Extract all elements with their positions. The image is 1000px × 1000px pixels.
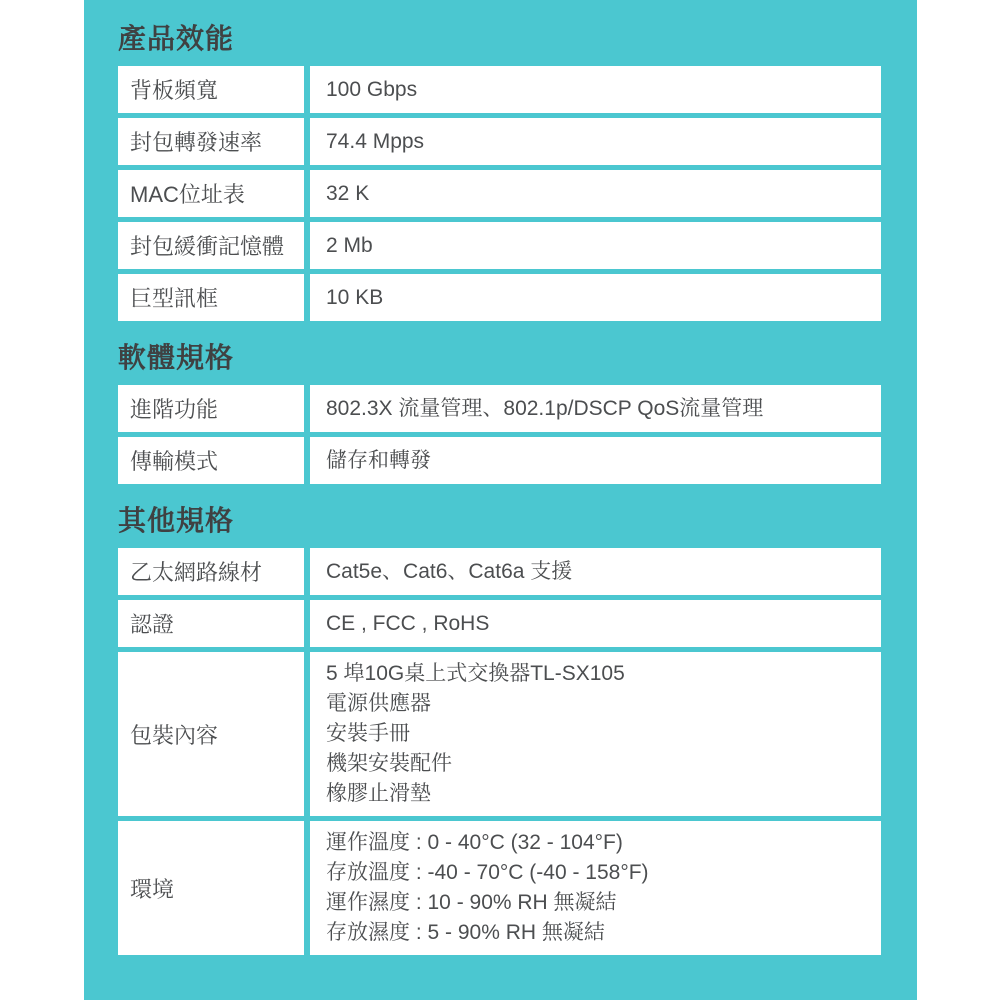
row-value <box>310 385 881 432</box>
value-line: 儲存和轉發 <box>326 448 431 472</box>
spec-table <box>118 548 881 955</box>
spec-section <box>118 341 881 484</box>
spec-table <box>118 66 881 321</box>
row-label: 環境 <box>118 821 304 955</box>
value-line: 5 埠10G桌上式交換器TL-SX105 <box>326 662 625 685</box>
value-line: 橡膠止滑墊 <box>326 782 431 805</box>
row-value <box>310 274 881 321</box>
row-label: 封包緩衝記憶體 <box>118 222 304 269</box>
table-row <box>118 66 881 113</box>
row-label: 背板頻寬 <box>118 66 304 113</box>
table-row <box>118 385 881 432</box>
table-row <box>118 118 881 165</box>
spec-sheet <box>118 22 881 955</box>
row-label: 進階功能 <box>118 385 304 432</box>
row-label: 封包轉發速率 <box>118 118 304 165</box>
table-row <box>118 652 881 816</box>
row-label: 巨型訊框 <box>118 274 304 321</box>
value-line: 機架安裝配件 <box>326 752 452 775</box>
row-label: 認證 <box>118 600 304 647</box>
table-row <box>118 222 881 269</box>
table-row <box>118 170 881 217</box>
value-line: 2 Mb <box>326 233 373 257</box>
section-title: 其他規格 <box>118 505 235 536</box>
row-value <box>310 118 881 165</box>
value-line: 運作濕度 : 10 - 90% RH 無凝結 <box>326 891 617 914</box>
row-value <box>310 548 881 595</box>
value-line: 存放溫度 : -40 - 70°C (-40 - 158°F) <box>326 861 649 884</box>
spec-section <box>118 504 881 955</box>
value-line: 802.3X 流量管理、802.1p/DSCP QoS流量管理 <box>326 396 764 420</box>
value-line: 32 K <box>326 181 370 205</box>
value-line: Cat5e、Cat6、Cat6a 支援 <box>326 559 573 583</box>
value-line: 100 Gbps <box>326 77 418 101</box>
row-value <box>310 821 881 955</box>
value-line: 存放濕度 : 5 - 90% RH 無凝結 <box>326 921 605 944</box>
value-line: 運作溫度 : 0 - 40°C (32 - 104°F) <box>326 831 623 854</box>
row-value <box>310 170 881 217</box>
table-row <box>118 274 881 321</box>
value-line: CE , FCC , RoHS <box>326 611 490 635</box>
section-title: 產品效能 <box>118 23 235 54</box>
row-label: 乙太網路線材 <box>118 548 304 595</box>
row-label: 傳輸模式 <box>118 437 304 484</box>
value-line: 電源供應器 <box>326 692 431 715</box>
table-row <box>118 600 881 647</box>
value-line: 74.4 Mpps <box>326 129 425 153</box>
row-label: 包裝內容 <box>118 652 304 816</box>
section-title: 軟體規格 <box>118 342 235 373</box>
row-value <box>310 600 881 647</box>
row-value <box>310 652 881 816</box>
spec-table <box>118 385 881 484</box>
row-label: MAC位址表 <box>118 170 304 217</box>
row-value <box>310 437 881 484</box>
value-line: 安裝手冊 <box>326 722 410 745</box>
row-value <box>310 222 881 269</box>
value-line: 10 KB <box>326 285 384 309</box>
table-row <box>118 548 881 595</box>
table-row <box>118 821 881 955</box>
spec-section <box>118 22 881 321</box>
teal-band <box>84 0 917 1000</box>
table-row <box>118 437 881 484</box>
row-value <box>310 66 881 113</box>
